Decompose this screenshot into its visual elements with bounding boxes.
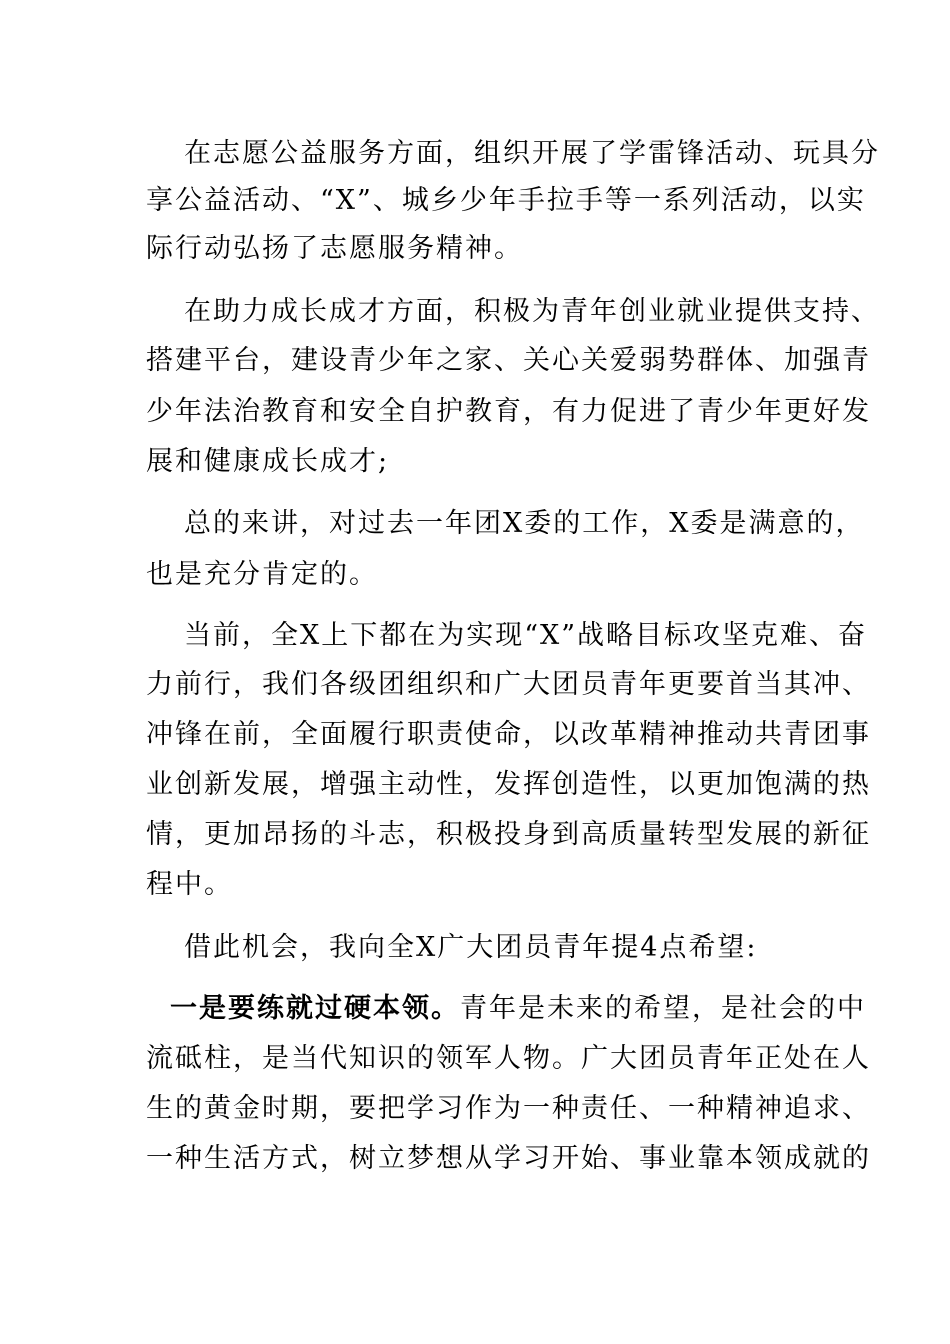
paragraph-text: 青年是未来的希望，是社会的中 — [460, 993, 866, 1024]
section-heading: 一是要练就过硬本领。 — [170, 993, 460, 1024]
paragraph-line: 少年法治教育和安全自护教育，有力促进了青少年更好发 — [146, 396, 871, 427]
paragraph-line: 冲锋在前，全面履行职责使命，以改革精神推动共青团事 — [146, 719, 871, 750]
paragraph-line: 也是充分肯定的。 — [146, 559, 378, 590]
paragraph-line: 在志愿公益服务方面，组织开展了学雷锋活动、玩具分 — [184, 138, 880, 169]
paragraph-line: 流砥柱，是当代知识的领军人物。广大团员青年正处在人 — [146, 1043, 871, 1074]
paragraph-line: 享公益活动、“X”、城乡少年手拉手等一系列活动，以实 — [146, 185, 866, 216]
paragraph-line: 搭建平台，建设青少年之家、关心关爱弱势群体、加强青 — [146, 345, 871, 376]
paragraph-line: 生的黄金时期，要把学习作为一种责任、一种精神追求、 — [146, 1093, 871, 1124]
paragraph-line: 际行动弘扬了志愿服务精神。 — [146, 233, 523, 264]
paragraph-line: 在助力成长成才方面，积极为青年创业就业提供支持、 — [184, 296, 880, 327]
paragraph-line: 力前行，我们各级团组织和广大团员青年更要首当其冲、 — [146, 669, 871, 700]
paragraph-line: 业创新发展，增强主动性，发挥创造性，以更加饱满的热 — [146, 769, 871, 800]
paragraph-line — [170, 993, 866, 1025]
paragraph-line: 展和健康成长成才; — [146, 446, 390, 477]
paragraph-line: 借此机会，我向全X广大团员青年提4点希望: — [184, 932, 758, 963]
paragraph-line: 一种生活方式，树立梦想从学习开始、事业靠本领成就的 — [146, 1143, 871, 1174]
paragraph-line: 当前，全X上下都在为实现“X”战略目标攻坚克难、奋 — [184, 620, 868, 651]
paragraph-line: 情，更加昂扬的斗志，积极投身到高质量转型发展的新征 — [146, 819, 871, 850]
paragraph-line: 程中。 — [146, 869, 233, 900]
paragraph-line: 总的来讲，对过去一年团X委的工作，X委是满意的， — [184, 508, 865, 539]
